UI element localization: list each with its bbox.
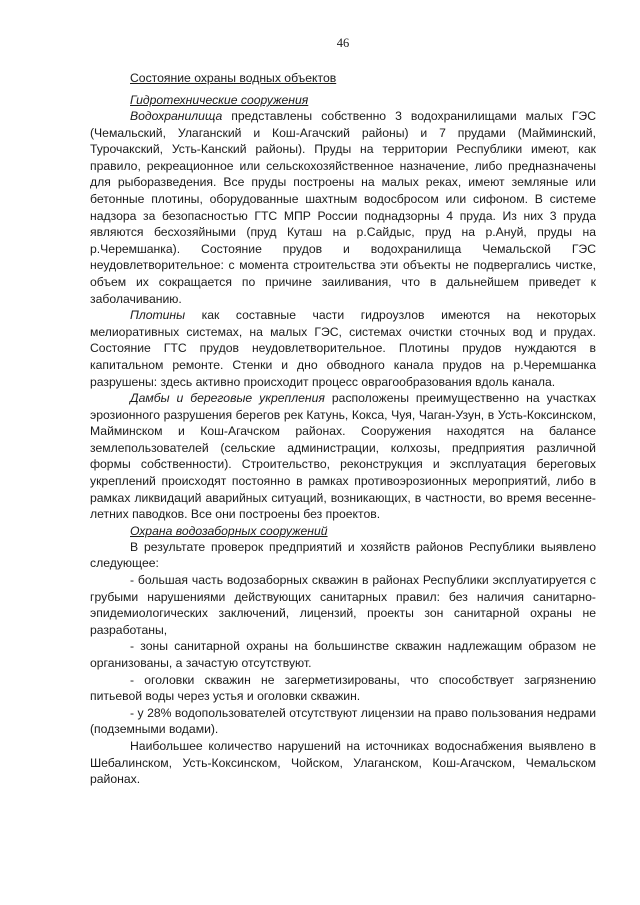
violations-paragraph: Наибольшее количество нарушений на источниках водоснабжения выявлено в Шебалинском, Усть-Коксинском, Чойском, Улаганском, Кош-Агачском, Чемальском районах.: [90, 738, 596, 787]
dams-text: как составные части гидроузлов имеются на некоторых мелиоративных системах, на малых ГЭС, системах очистки сточных вод и прудах. Состояние ГТС прудов неудовлетворительное. Плотины прудов нуждаются в капитальном ремонте. Стенки и дно обводного канала прудов на р.Черемшанка разрушены: здесь активно происходит процесс оврагообразования вдоль канала.: [90, 308, 596, 389]
hydro-heading: Гидротехнические сооружения: [130, 93, 309, 107]
list-item: - большая часть водозаборных скважин в районах Республики эксплуатируется с грубыми нарушениями действующих санитарных правил: без наличия санитарно-эпидемиологических заключений, лицензий, проекты зон санитарной охраны не разработаны,: [90, 573, 596, 637]
embankments-lead: Дамбы и береговые укрепления: [130, 391, 325, 406]
embankments-text: расположены преимущественно на участках эрозионного разрушения берегов рек Катунь, Кокса, Чуя, Чаган-Узун, в Усть-Коксинском, Майминском и Кош-Агачском районах. Сооружения находятся на балансе землепользователей (сельские администрации, колхозы, предприятия различной формы собственности). Строительство, реконструкция и эксплуатация береговых укреплений происходят постоянно в рамках противоэрозионных мероприятий, либо в рамках ликвидаций аварийных ситуаций, возникающих, в частности, во время весенне-летних паводков. Все они построены без проектов.: [90, 391, 596, 522]
reservoirs-lead: Водохранилища: [130, 109, 223, 123]
page-number: 46: [336, 36, 350, 50]
list-item: - у 28% водопользователей отсутствуют лицензии на право пользования недрами (подземными водами).: [90, 705, 596, 737]
intake-heading: Охрана водозаборных сооружений: [130, 523, 328, 538]
section-title: Состояние охраны водных объектов: [130, 71, 337, 85]
list-item: - зоны санитарной охраны на большинстве скважин надлежащим образом не организованы, а зачастую отсутствуют.: [90, 639, 596, 670]
reservoirs-text: представлены собственно 3 водохранилищами малых ГЭС (Чемальский, Улаганский и Кош-Агачский районы) и 7 прудами (Майминский, Турочакский, Усть-Канский районы). Пруды на территории Республики имеют, как правило, рекреационное или сельскохозяйственное назначение, либо предназначены для рыборазведения. Все пруды построены на малых реках, имеют земляные или бетонные плотины, оборудованные шахтным водосбросом или сифоном. В системе надзора за безопасностью ГТС МПР России поднадзорны 4 пруда. Из них 3 пруда являются бесхозяйными (пруд Куташ на р.Сайдыс, пруд на р.Ануй, пруды на р.Черемшанка). Состояние прудов и водохранилища Чемальской ГЭС неудовлетворительное: с момента строительства эти объекты не подвергались чистке, объем их сокращается по причине заиливания, что в дальнейшем приведет к заболачиванию.: [90, 109, 596, 306]
reservoirs-paragraph: [90, 108, 596, 307]
dams-lead: Плотины: [130, 308, 186, 323]
dams-paragraph: [90, 307, 596, 390]
document-page: [90, 36, 596, 788]
intake-intro: В результате проверок предприятий и хозяйств районов Республики выявлено следующее:: [90, 539, 596, 571]
list-item: - оголовки скважин не загерметизированы, что способствует загрязнению питьевой воды через устья и оголовки скважин.: [90, 672, 596, 704]
embankments-paragraph: [90, 390, 596, 523]
